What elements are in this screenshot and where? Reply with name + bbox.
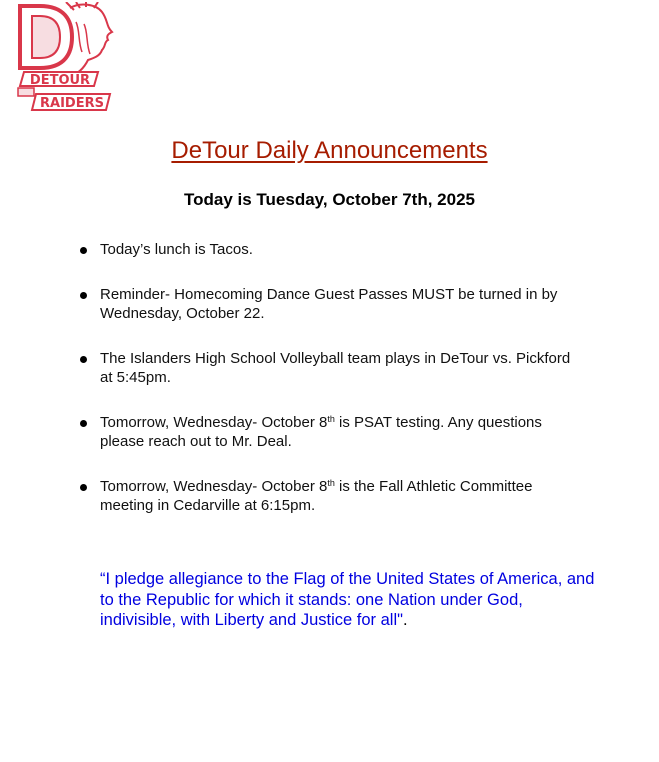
announcement-text: Today’s lunch is Tacos.	[100, 241, 253, 258]
bullet-icon	[80, 484, 87, 491]
announcement-text-end: is the Fall Athletic Committee meeting in Cedarville at 6:15pm.	[100, 478, 533, 514]
detour-raiders-logo	[14, 2, 122, 120]
announcement-item	[80, 477, 580, 515]
bullet-icon	[80, 292, 87, 299]
announcement-item	[80, 240, 580, 259]
announcement-text-end: is PSAT testing. Any questions please reach out to Mr. Deal.	[100, 414, 542, 450]
pledge-of-allegiance	[100, 569, 600, 631]
announcement-item	[80, 413, 580, 451]
bullet-icon	[80, 247, 87, 254]
announcements-list	[80, 240, 580, 541]
announcement-item	[80, 349, 580, 387]
ordinal-suffix: th	[327, 478, 335, 488]
logo-line1: DETOUR	[29, 73, 91, 88]
announcement-text-start: Tomorrow, Wednesday- October 8	[100, 414, 328, 431]
bullet-icon	[80, 420, 87, 427]
pledge-period: .	[403, 611, 408, 629]
announcement-item	[80, 285, 580, 323]
logo-line2: RAIDERS	[40, 96, 104, 111]
page-title: DeTour Daily Announcements	[171, 137, 488, 164]
announcement-text: The Islanders High School Volleyball team plays in DeTour vs. Pickford at 5:45pm.	[100, 350, 571, 386]
pledge-text: “I pledge allegiance to the Flag of the United States of America, and to the Republic for which it stands: one Nation under God, indivisible, with Liberty and Justice for all"	[100, 570, 595, 629]
bullet-icon	[80, 356, 87, 363]
ordinal-suffix: th	[327, 414, 335, 424]
announcement-text-start: Tomorrow, Wednesday- October 8	[100, 478, 328, 495]
announcement-text: Reminder- Homecoming Dance Guest Passes MUST be turned in by Wednesday, October 22.	[100, 286, 558, 322]
date-heading: Today is Tuesday, October 7th, 2025	[184, 190, 475, 209]
